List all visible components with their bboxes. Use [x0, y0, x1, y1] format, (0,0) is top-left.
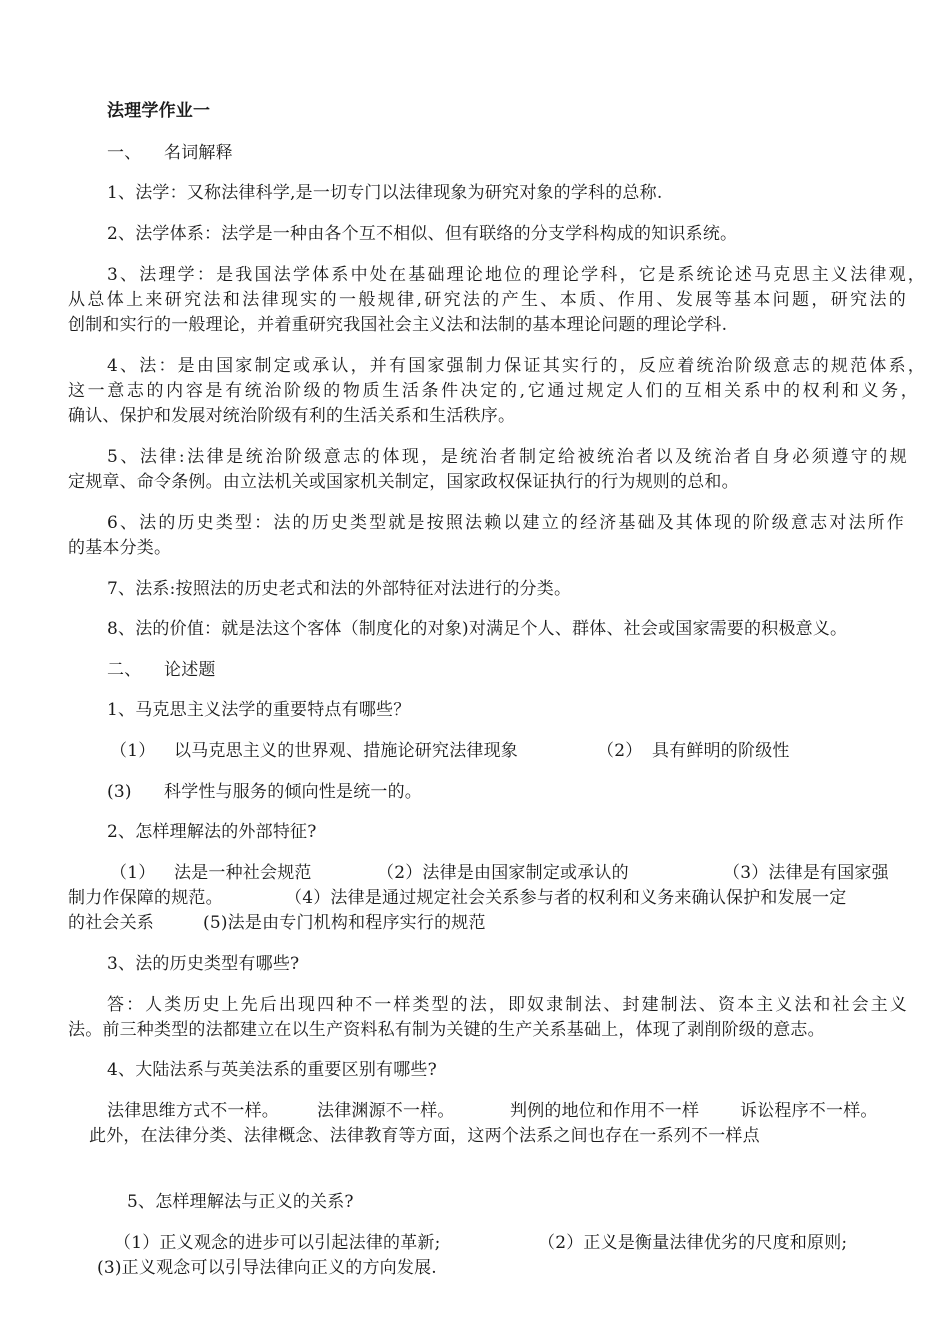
question-5: 5、怎样理解法与正义的关系? — [127, 1192, 354, 1212]
section-heading: 名词解释 — [164, 143, 233, 163]
answer-5-3: (3)正义观念可以引导法律向正义的方向发展. — [97, 1258, 437, 1278]
answer-2-5: (5)法是由专门机构和程序实行的规范 — [203, 913, 486, 933]
term-2: 2、法学体系：法学是一种由各个互不相似、但有联络的分支学科构成的知识系统。 — [107, 224, 738, 244]
answer-2-4-line-2: 的社会关系 — [68, 913, 154, 933]
term-3-line-2: 从总体上来研究法和法律现实的一般规律,研究法的产生、本质、作用、发展等基本问题，研究法的 — [68, 290, 906, 310]
term-1: 1、法学：又称法律科学,是一切专门以法律现象为研究对象的学科的总称. — [107, 183, 663, 203]
answer-4-2: 法律渊源不一样。 — [317, 1101, 455, 1121]
answer-2-2: （2）法律是由国家制定或承认的 — [377, 863, 629, 883]
answer-5-2: （2）正义是衡量法律优劣的尺度和原则; — [538, 1233, 848, 1253]
answer-1-1: 以马克思主义的世界观、措施论研究法律现象 — [174, 741, 518, 761]
document-title: 法理学作业一 — [107, 101, 211, 121]
answer-2-1-number: （1） — [110, 863, 156, 883]
answer-3-line-2: 法。前三种类型的法都建立在以生产资料私有制为关键的生产关系基础上，体现了剥削阶级的意志。 — [68, 1020, 825, 1040]
answer-4-3: 判例的地位和作用不一样 — [510, 1101, 700, 1121]
answer-5-1: （1）正义观念的进步可以引起法律的革新; — [114, 1233, 441, 1253]
answer-4-5: 此外，在法律分类、法律概念、法律教育等方面，这两个法系之间也存在一系列不一样点 — [89, 1126, 760, 1146]
answer-3-line-1: 答：人类历史上先后出现四种不一样类型的法，即奴隶制法、封建制法、资本主义法和社会主义 — [107, 995, 907, 1015]
answer-1-1-number: （1） — [110, 741, 156, 761]
term-4-line-1: 4、法：是由国家制定或承认，并有国家强制力保证其实行的，反应着统治阶级意志的规范体系， — [107, 356, 925, 376]
term-6-line-2: 的基本分类。 — [68, 538, 172, 558]
term-4-line-3: 确认、保护和发展对统治阶级有利的生活关系和生活秩序。 — [68, 406, 516, 426]
term-5-line-1: 5、法律:法律是统治阶级意志的体现，是统治者制定给被统治者以及统治者自身必须遵守的规 — [107, 447, 907, 467]
question-2: 2、怎样理解法的外部特征? — [107, 822, 317, 842]
term-8: 8、法的价值：就是法这个客体（制度化的对象)对满足个人、群体、社会或国家需要的积极意义。 — [107, 619, 848, 639]
answer-4-4: 诉讼程序不一样。 — [740, 1101, 878, 1121]
question-3: 3、法的历史类型有哪些? — [107, 954, 300, 974]
term-3-line-1: 3、法理学：是我国法学体系中处在基础理论地位的理论学科，它是系统论述马克思主义法律观， — [107, 265, 925, 285]
answer-1-3-number: (3) — [107, 782, 132, 802]
question-1: 1、马克思主义法学的重要特点有哪些？ — [107, 700, 411, 720]
section-number: 一、 — [107, 143, 142, 163]
answer-2-4-line-1: （4）法律是通过规定社会关系参与者的权利和义务来确认保护和发展一定 — [285, 888, 847, 908]
answer-4-1: 法律思维方式不一样。 — [107, 1101, 279, 1121]
term-6-line-1: 6、法的历史类型：法的历史类型就是按照法赖以建立的经济基础及其体现的阶级意志对法所作 — [107, 513, 904, 533]
section-number: 二、 — [107, 660, 142, 680]
section-heading: 论述题 — [164, 660, 216, 680]
answer-2-1: 法是一种社会规范 — [174, 863, 312, 883]
term-7: 7、法系:按照法的历史老式和法的外部特征对法进行的分类。 — [107, 579, 572, 599]
term-4-line-2: 这一意志的内容是有统治阶级的物质生活条件决定的,它通过规定人们的互相关系中的权利和义务， — [68, 381, 918, 401]
answer-1-3: 科学性与服务的倾向性是统一的。 — [164, 782, 422, 802]
term-3-line-3: 创制和实行的一般理论，并着重研究我国社会主义法和法制的基本理论问题的理论学科. — [68, 315, 728, 335]
answer-1-2-number: （2） — [597, 741, 643, 761]
answer-2-3-line-1: （3）法律是有国家强 — [723, 863, 889, 883]
answer-1-2: 具有鲜明的阶级性 — [652, 741, 790, 761]
answer-2-3-line-2: 制力作保障的规范。 — [68, 888, 223, 908]
term-5-line-2: 定规章、命令条例。由立法机关或国家机关制定，国家政权保证执行的行为规则的总和。 — [68, 472, 739, 492]
question-4: 4、大陆法系与英美法系的重要区别有哪些? — [107, 1060, 437, 1080]
